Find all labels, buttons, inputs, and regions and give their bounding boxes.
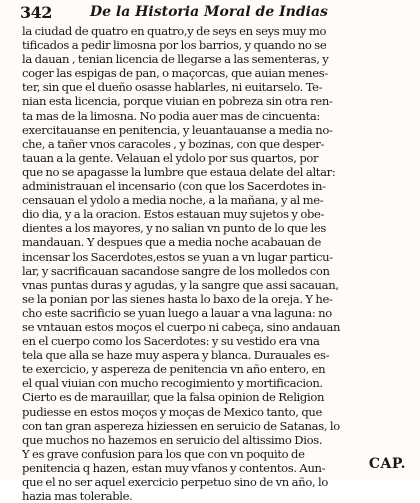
text-line: vnas puntas duras y agudas, y la sangre que assi sacauan, bbox=[22, 277, 339, 292]
body-text bbox=[22, 24, 410, 503]
text-line: hazia mas tolerable. bbox=[22, 489, 133, 503]
text-line: incensar los Sacerdotes,estos se yuan a vn lugar particu- bbox=[22, 249, 333, 264]
text-line: el qual viuian con mucho recogimiento y mortificacion. bbox=[22, 376, 323, 391]
text-line: en el cuerpo como los Sacerdotes: y su vestido era vna bbox=[22, 334, 320, 349]
text-line: tela que alla se haze muy aspera y blanca. Durauales es- bbox=[22, 348, 330, 363]
text-line: mandauan. Y despues que a media noche acabauan de bbox=[22, 235, 321, 250]
text-line: que el no ser aquel exercicio perpetuo sino de vn año, lo bbox=[22, 475, 329, 489]
text-line: te exercicio, y aspereza de penitencia vn año entero, en bbox=[22, 362, 326, 377]
text-line: Y es grave confusion para los que con vn poquito de bbox=[22, 446, 305, 461]
text-line: que no se apagasse la lumbre que estaua delate del altar: bbox=[22, 164, 336, 179]
text-line: coger las espigas de pan, o maçorcas, que auian menes- bbox=[22, 66, 328, 81]
running-head bbox=[20, 3, 410, 25]
text-line: se vntauan estos moços el cuerpo ni cabeça, sino andauan bbox=[22, 319, 341, 334]
text-line: que muchos no hazemos en seruicio del altissimo Dios. bbox=[22, 432, 323, 447]
text-line: pudiesse en estos moços y moças de Mexico tanto, que bbox=[22, 404, 323, 419]
catchword: CAP. bbox=[368, 456, 406, 472]
text-line: la dauan , tenian licencia de llegarse a las sementeras, y bbox=[22, 52, 329, 67]
text-line: la ciudad de quatro en quatro,y de seys en seys muy mo bbox=[22, 24, 327, 38]
text-line: administrauan el incensario (con que los Sacerdotes in- bbox=[22, 179, 326, 194]
text-line: cho este sacrificio se yuan luego a lauar a vna laguna: no bbox=[22, 305, 332, 320]
text-line: penitencia q hazen, estan muy vfanos y contentos. Aun- bbox=[22, 460, 326, 475]
text-line: lar, y sacrificauan sacandose sangre de los molledos con bbox=[22, 263, 330, 278]
text-line: censauan el ydolo a media noche, a la mañana, y al me- bbox=[22, 193, 324, 208]
text-line: nian esta licencia, porque viuian en pobreza sin otra ren- bbox=[22, 94, 333, 109]
text-line: dio dia, y a la oracion. Estos estauan muy sujetos y obe- bbox=[22, 207, 325, 222]
text-line: dientes a los mayores, y no salian vn punto de lo que les bbox=[22, 221, 326, 236]
text-line: che, a tañer vnos caracoles , y bozinas, con que desper- bbox=[22, 136, 325, 151]
running-title: De la Historia Moral de Indias bbox=[90, 4, 328, 20]
text-line: se la ponian por las sienes hasta lo baxo de la oreja. Y he- bbox=[22, 291, 333, 306]
text-line: exercitauanse en penitencia, y leuantauanse a media no- bbox=[22, 122, 333, 137]
text-line: tificados a pedir limosna por los barrios, y quando no se bbox=[22, 38, 327, 53]
text-line: ter, sin que el dueño osasse hablarles, ni euitarselo. Te- bbox=[22, 80, 323, 95]
text-line: tauan a la gente. Velauan el ydolo por sus quartos, por bbox=[22, 150, 319, 165]
text-line: con tan gran aspereza hiziessen en seruicio de Satanas, lo bbox=[22, 418, 340, 433]
text-line: ta mas de la limosna. No podia auer mas de cincuenta: bbox=[22, 108, 320, 123]
page-number: 342 bbox=[20, 3, 52, 22]
text-line: Cierto es de marauillar, que la falsa opinion de Religion bbox=[22, 390, 325, 405]
